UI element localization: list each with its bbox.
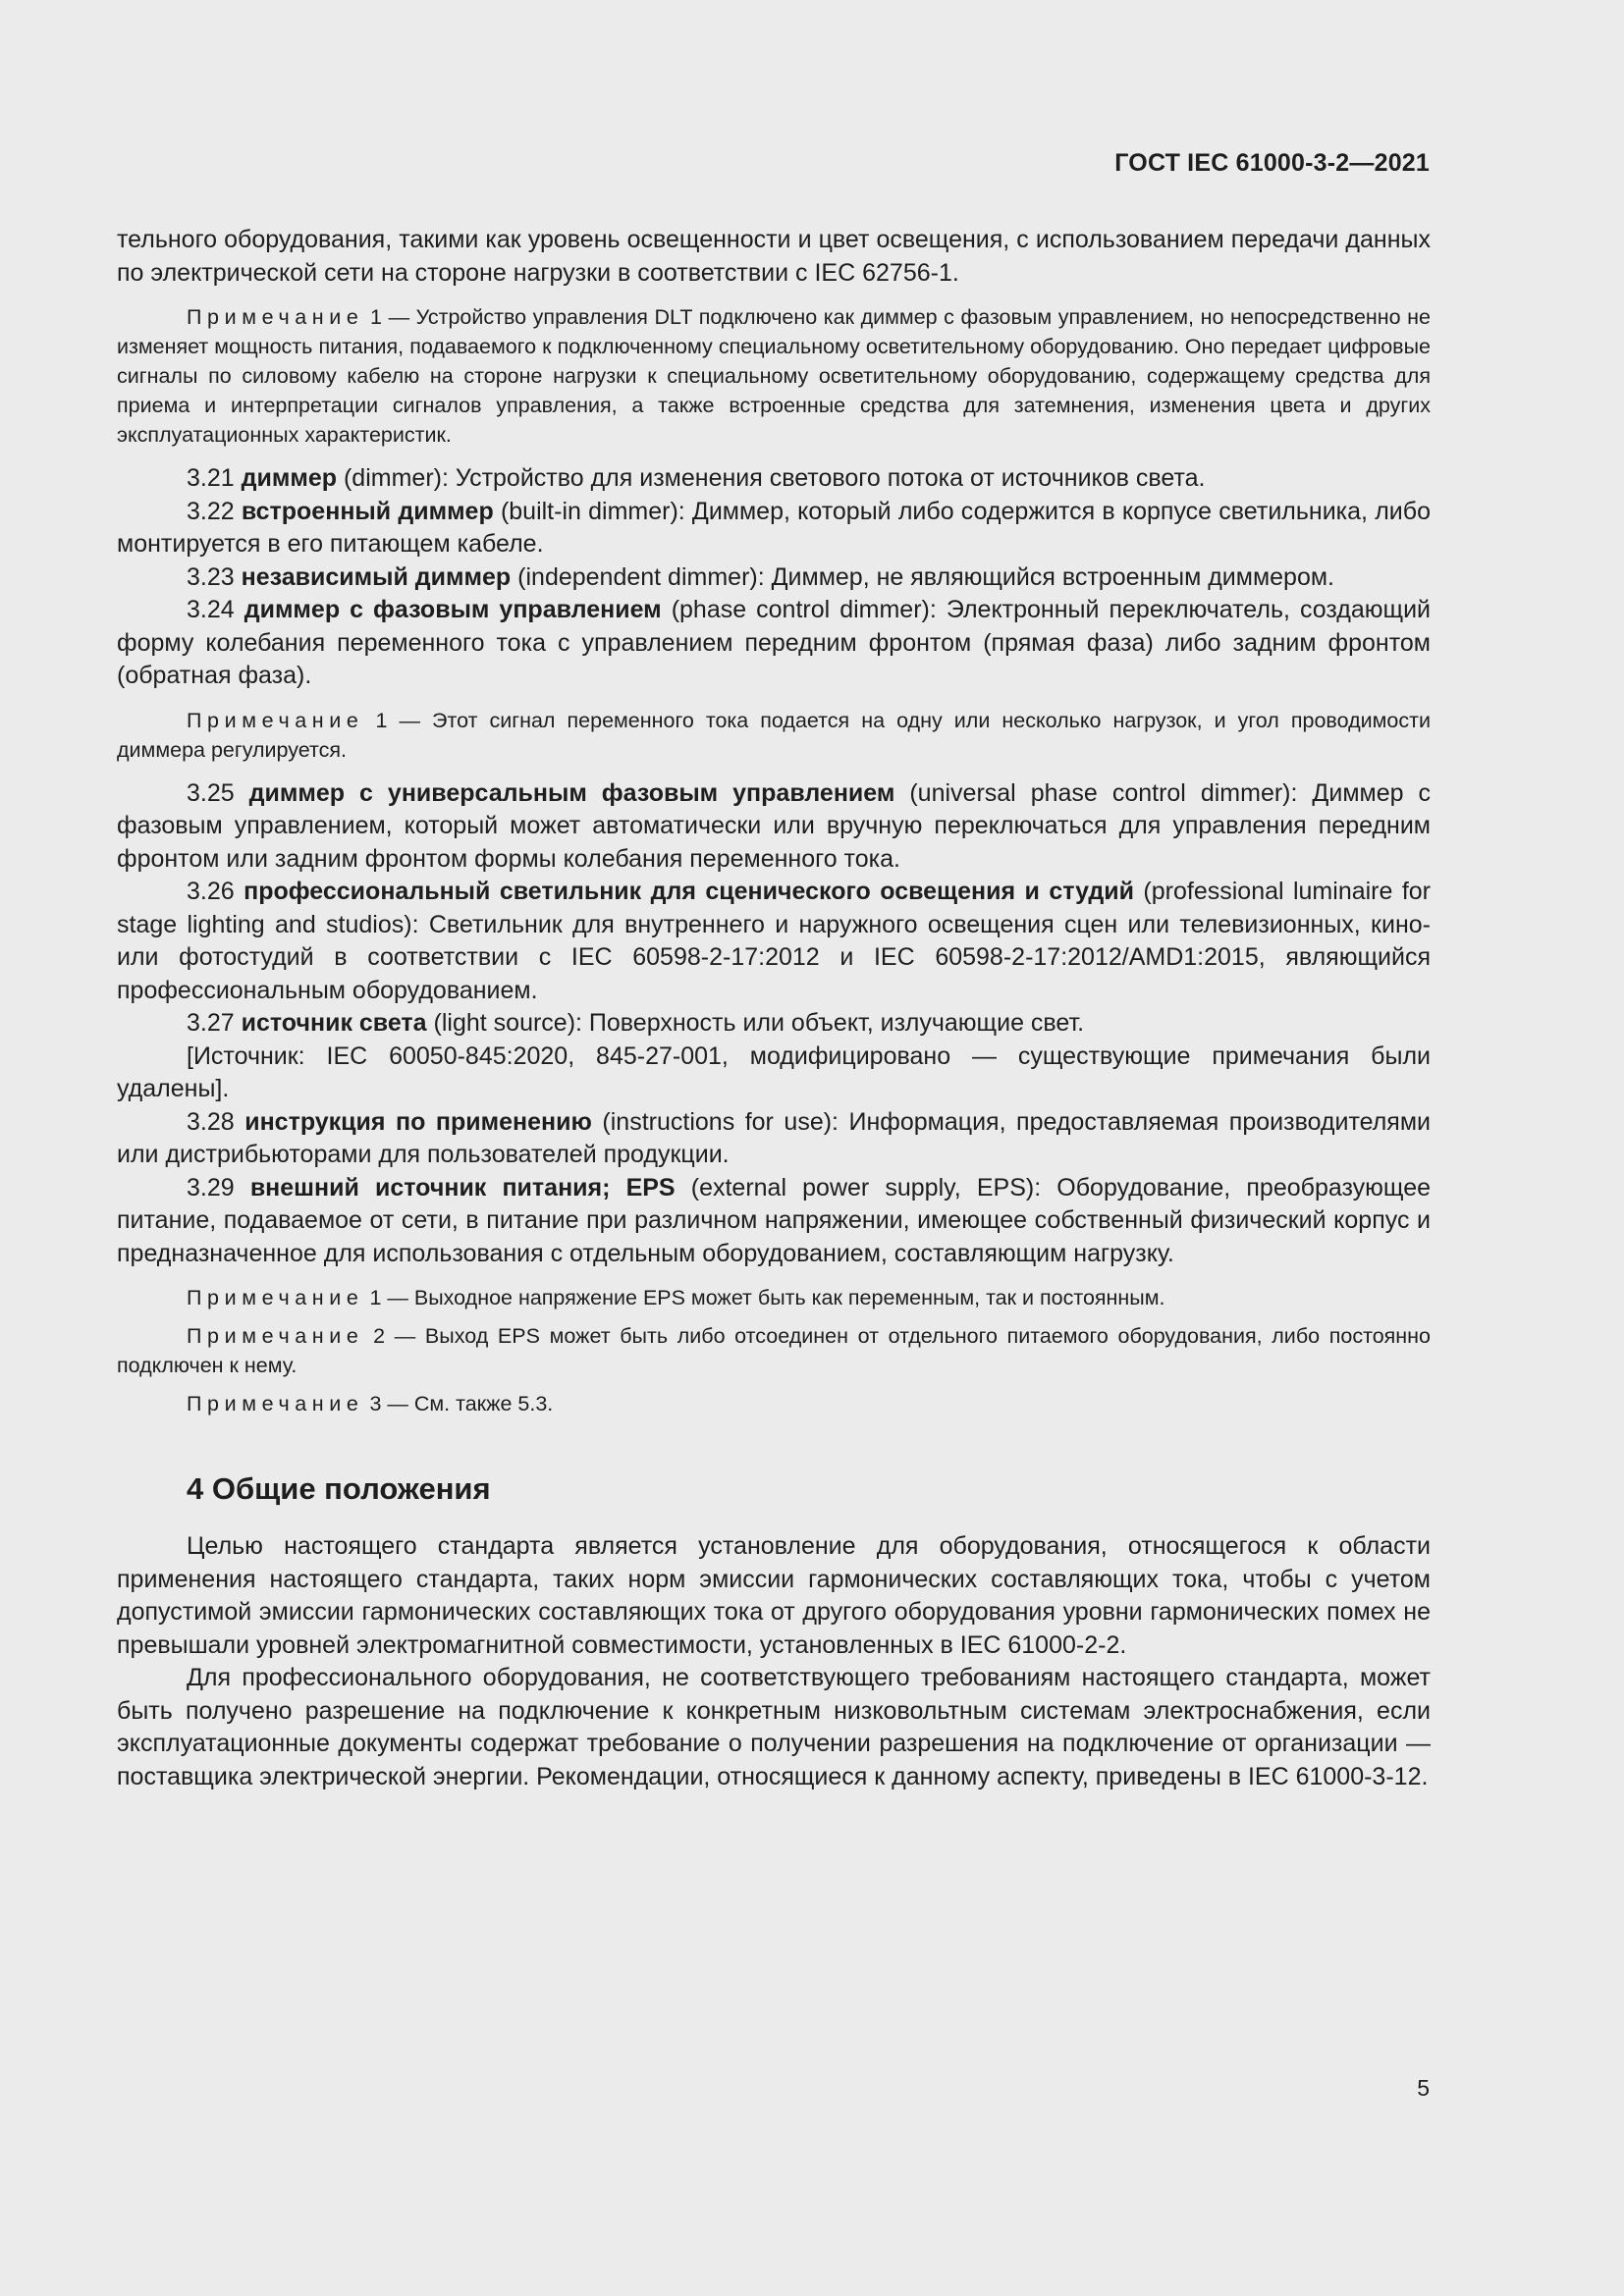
note-label: Примечание	[187, 1324, 364, 1348]
note-text: — Выходное напряжение EPS может быть как переменным, так и постоянным.	[387, 1286, 1165, 1309]
note-3-29-1	[117, 1283, 1431, 1312]
term-name: независимый диммер	[241, 562, 512, 591]
term-definition: (universal phase control dimmer): Диммер с фазовым управлением, который может автоматически или вручную переключаться для управления передним фронтом или задним фронтом формы колебания переменного тока.	[117, 778, 1431, 873]
note-3-29-3	[117, 1389, 1431, 1418]
term-number: 3.24	[187, 596, 235, 623]
term-3-29	[117, 1172, 1431, 1271]
term-number: 3.23	[187, 562, 235, 591]
page-number: 5	[1417, 2075, 1430, 2101]
page-content	[117, 224, 1431, 1793]
note-label: Примечание	[187, 1392, 364, 1415]
note-number: 3	[369, 1392, 382, 1415]
term-definition: (built-in dimmer): Диммер, который либо содержится в корпусе светильника, либо монтируется в его питающем кабеле.	[117, 497, 1431, 558]
note-number: 1	[370, 305, 382, 329]
note-label: Примечание	[187, 305, 364, 329]
term-name: профессиональный светильник для сценического освещения и студий	[244, 878, 1134, 905]
note-text: — Выход EPS может быть либо отсоединен от отдельного питаемого оборудования, либо постоянно подключен к нему.	[117, 1324, 1432, 1377]
note-3-24	[117, 706, 1431, 765]
note-dlt	[117, 302, 1431, 450]
note-3-29-2	[117, 1321, 1431, 1380]
term-3-22	[117, 496, 1431, 561]
term-number: 3.21	[187, 464, 235, 492]
term-3-23	[117, 561, 1431, 595]
term-name: внешний источник питания; EPS	[249, 1173, 676, 1201]
term-name: встроенный диммер	[241, 497, 494, 525]
term-number: 3.27	[187, 1009, 235, 1037]
term-definition: (external power supply, EPS): Оборудование, преобразующее питание, подаваемое от сети, в питание при различном напряжении, имеющее собственный физический корпус и предназначенное для использования с отдельным оборудованием, составляющим нагрузку.	[117, 1173, 1432, 1267]
note-number: 2	[373, 1324, 386, 1348]
section4-paragraph-1: Целью настоящего стандарта является установление для оборудования, относящегося к области применения настоящего стандарта, таких норм эмиссии гармонических составляющих тока, чтобы с учетом допустимой эмиссии гармонических составляющих тока от другого оборудования уровни гармонических помех не превышали уровней электромагнитной совместимости, установленных в IEC 61000-2-2.	[117, 1532, 1431, 1659]
term-number: 3.28	[187, 1107, 235, 1136]
term-3-27	[117, 1007, 1431, 1041]
term-definition: (independent dimmer): Диммер, не являющийся встроенным диммером.	[517, 562, 1334, 591]
term-3-24	[117, 594, 1431, 693]
term-number: 3.25	[187, 778, 235, 807]
term-name: диммер с универсальным фазовым управлением	[248, 778, 895, 807]
source-3-27: [Источник: IEC 60050-845:2020, 845-27-001, модифицировано — существующие примечания были удалены].	[117, 1041, 1431, 1102]
term-definition: (phase control dimmer): Электронный переключатель, создающий форму колебания переменного тока с управлением передним фронтом (прямая фаза) либо задним фронтом (обратная фаза).	[117, 596, 1432, 689]
term-name: диммер	[241, 464, 338, 492]
term-number: 3.22	[187, 497, 235, 525]
term-3-25	[117, 777, 1431, 877]
note-number: 1	[369, 1286, 382, 1309]
term-definition: (professional luminaire for stage lighting and studios): Светильник для внутреннего и наружного освещения сцен или телевизионных, кино- или фотостудий в соответствии с IEC 60598-2-17:2012 и IEC 60598-2-17:2012/AMD1:2015, являющийся профессиональным оборудованием.	[117, 878, 1432, 1004]
term-3-28	[117, 1106, 1431, 1172]
note-text: — Этот сигнал переменного тока подается на одну или несколько нагрузок, и угол проводимости диммера регулируется.	[117, 708, 1431, 762]
section4-paragraph-2: Для профессионального оборудования, не соответствующего требованиям настоящего стандарта, может быть получено разрешение на подключение к конкретным низковольтным системам электроснабжения, если эксплуатационные документы содержат требование о получении разрешения на подключение от организации — поставщика электрической энергии. Рекомендации, относящиеся к данному аспекту, приведены в IEC 61000-3-12.	[117, 1664, 1431, 1790]
term-name: источник света	[241, 1009, 427, 1037]
note-text: — См. также 5.3.	[387, 1392, 554, 1415]
term-definition: (dimmer): Устройство для изменения светового потока от источников света.	[343, 464, 1206, 492]
note-label: Примечание	[187, 708, 364, 732]
term-number: 3.29	[187, 1173, 235, 1201]
note-number: 1	[375, 708, 388, 732]
term-name: инструкция по применению	[244, 1107, 592, 1136]
term-definition: (instructions for use): Информация, предоставляемая производителями или дистрибьюторами для пользователей продукции.	[117, 1107, 1431, 1168]
note-text: — Устройство управления DLT подключено как диммер с фазовым управлением, но непосредственно не изменяет мощность питания, подаваемого к подключенному специальному осветительному оборудованию. Оно передает цифровые сигналы по силовому кабелю на стороне нагрузки к специальному осветительному оборудованию, содержащему средства для приема и интерпретации сигналов управления, а также встроенные средства для затемнения, изменения цвета и других эксплуатационных характеристик.	[117, 305, 1431, 447]
section-heading: 4 Общие положения	[187, 1471, 491, 1506]
term-number: 3.26	[187, 878, 235, 905]
term-3-21	[117, 462, 1431, 496]
term-definition: (light source): Поверхность или объект, излучающие свет.	[433, 1009, 1085, 1037]
note-label: Примечание	[187, 1286, 364, 1309]
document-header: ГОСТ IEC 61000-3-2—2021	[1114, 149, 1430, 177]
intro-paragraph: тельного оборудования, такими как уровень освещенности и цвет освещения, с использованием передачи данных по электрической сети на стороне нагрузки в соответствии с IEC 62756-1.	[117, 226, 1431, 287]
term-name: диммер с фазовым управлением	[244, 596, 662, 623]
term-3-26	[117, 876, 1431, 1007]
